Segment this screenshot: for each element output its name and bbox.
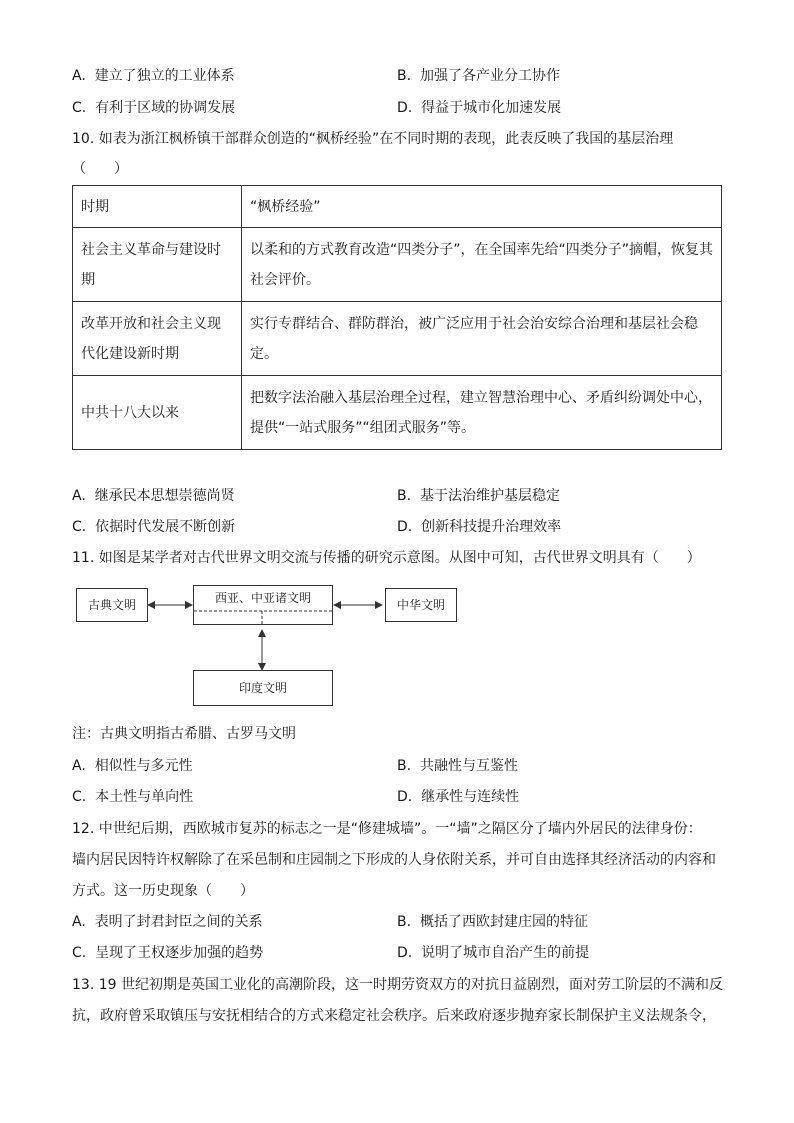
table-row	[73, 376, 722, 450]
q10-table	[72, 185, 722, 450]
option-letter: C.	[72, 789, 87, 805]
node-west-central-asia-label: 西亚、中亚诸文明	[214, 591, 311, 605]
q12-option-b[interactable]	[397, 912, 588, 932]
table-cell-period: 社会主义革命与建设时期	[73, 228, 242, 302]
option-letter: A.	[72, 68, 86, 84]
table-header-row	[73, 186, 722, 228]
option-letter: B.	[397, 68, 412, 84]
q11-option-d[interactable]	[397, 787, 519, 807]
option-letter: C.	[72, 100, 87, 116]
option-text: 继承民本思想崇德尚贤	[94, 488, 235, 504]
q9-option-b[interactable]	[397, 66, 560, 86]
q13-stem-line2: 抗，政府曾采取镇压与安抚相结合的方式来稳定社会秩序。后来政府逐步抛弃家长制保护主义法规条令，	[72, 1008, 716, 1024]
q9-option-a[interactable]	[72, 66, 235, 86]
q10-option-a[interactable]	[72, 486, 235, 506]
q10-option-c[interactable]	[72, 517, 235, 537]
option-text: 依据时代发展不断创新	[95, 519, 236, 535]
q10-option-d[interactable]	[397, 517, 561, 537]
table-header-period: 时期	[73, 186, 242, 228]
node-west-central-asia	[193, 585, 333, 625]
table-cell-content: 实行专群结合、群防群治，被广泛应用于社会治安综合治理和基层社会稳定。	[242, 302, 722, 376]
option-text: 相似性与多元性	[94, 758, 193, 774]
option-text: 继承性与连续性	[421, 789, 520, 805]
option-letter: D.	[397, 789, 413, 805]
table-header-experience: “枫桥经验”	[242, 186, 722, 228]
option-text: 加强了各产业分工协作	[419, 68, 560, 84]
q12-stem-line2: 墙内居民因特许权解除了在采邑制和庄园制之下形成的人身依附关系，并可自由选择其经济活动的内容和	[72, 852, 716, 868]
q11-stem: 11. 如图是某学者对古代世界文明交流与传播的研究示意图。从图中可知，古代世界文明具有（ ）	[72, 550, 701, 566]
option-letter: D.	[397, 945, 413, 961]
q13-stem-line1: 13. 19 世纪初期是英国工业化的高潮阶段，这一时期劳资双方的对抗日益剧烈，面对劳工阶层的不满和反	[72, 977, 723, 993]
option-text: 创新科技提升治理效率	[421, 519, 562, 535]
q10-stem-line1: 10. 如表为浙江枫桥镇干部群众创造的“枫桥经验”在不同时期的表现，此表反映了我国的基层治理	[72, 131, 674, 147]
option-text: 表明了封君封臣之间的关系	[94, 914, 263, 930]
node-classical-civilization: 古典文明	[76, 588, 148, 622]
q12-stem-line3: 方式。这一历史现象（ ）	[72, 883, 254, 899]
option-text: 有利于区域的协调发展	[95, 100, 236, 116]
table-cell-period: 中共十八大以来	[73, 376, 242, 450]
option-letter: C.	[72, 945, 87, 961]
table-cell-content: 把数字法治融入基层治理全过程，建立智慧治理中心、矛盾纠纷调处中心，提供“一站式服务”“组团式服务”等。	[242, 376, 722, 450]
option-letter: B.	[397, 758, 412, 774]
q11-option-c[interactable]	[72, 787, 193, 807]
table-row	[73, 228, 722, 302]
q12-stem-line1: 12. 中世纪后期，西欧城市复苏的标志之一是“修建城墙”。一“墙”之隔区分了墙内外居民的法律身份：	[72, 821, 702, 837]
q10-option-b[interactable]	[397, 486, 560, 506]
q11-note: 注：古典文明指古希腊、古罗马文明	[72, 726, 296, 742]
option-letter: D.	[397, 100, 413, 116]
q9-option-d[interactable]	[397, 98, 561, 118]
node-chinese-civilization: 中华文明	[385, 588, 457, 622]
node-indian-civilization: 印度文明	[193, 670, 333, 706]
table-row	[73, 302, 722, 376]
option-letter: A.	[72, 914, 86, 930]
q9-option-c[interactable]	[72, 98, 235, 118]
table-cell-content: 以柔和的方式教育改造“四类分子”，在全国率先给“四类分子”摘帽，恢复其社会评价。	[242, 228, 722, 302]
q11-option-a[interactable]	[72, 756, 193, 776]
option-text: 呈现了王权逐步加强的趋势	[95, 945, 264, 961]
q12-option-d[interactable]	[397, 943, 589, 963]
option-text: 共融性与互鉴性	[419, 758, 518, 774]
option-text: 说明了城市自治产生的前提	[421, 945, 590, 961]
option-text: 概括了西欧封建庄园的特征	[419, 914, 588, 930]
option-letter: A.	[72, 488, 86, 504]
option-letter: D.	[397, 519, 413, 535]
q11-option-b[interactable]	[397, 756, 518, 776]
option-text: 建立了独立的工业体系	[94, 68, 235, 84]
q12-option-a[interactable]	[72, 912, 263, 932]
option-letter: B.	[397, 488, 412, 504]
option-text: 基于法治维护基层稳定	[419, 488, 560, 504]
q10-stem-line2: （ ）	[72, 161, 128, 177]
option-letter: C.	[72, 519, 87, 535]
option-text: 得益于城市化加速发展	[421, 100, 562, 116]
q12-option-c[interactable]	[72, 943, 263, 963]
table-cell-period: 改革开放和社会主义现代化建设新时期	[73, 302, 242, 376]
option-letter: A.	[72, 758, 86, 774]
option-letter: B.	[397, 914, 412, 930]
option-text: 本土性与单向性	[95, 789, 194, 805]
